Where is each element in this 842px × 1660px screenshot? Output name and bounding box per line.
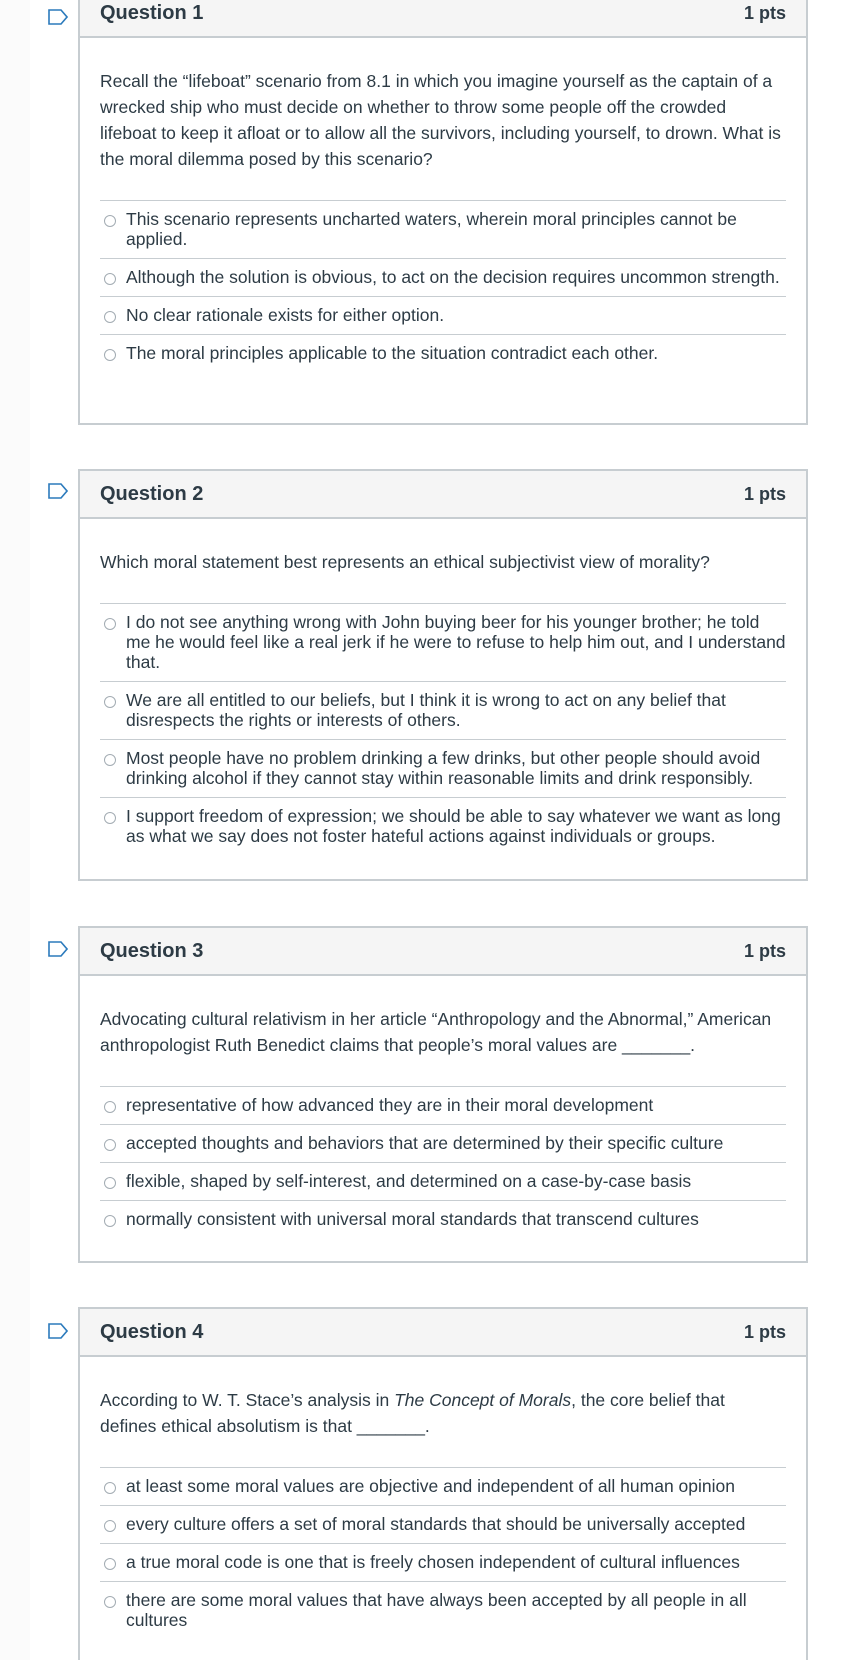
radio-button[interactable] xyxy=(104,754,116,766)
question-card xyxy=(78,0,808,425)
answer-list xyxy=(100,603,786,855)
question-body xyxy=(80,976,806,1258)
answer-label: a true moral code is one that is freely chosen independent of cultural influences xyxy=(126,1552,740,1572)
answer-option[interactable] xyxy=(100,740,786,798)
question-points: 1 pts xyxy=(743,940,786,961)
radio-button[interactable] xyxy=(104,1177,116,1189)
question-prompt: Recall the “lifeboat” scenario from 8.1 in which you imagine yourself as the captain of a wrecked ship who must decide on whether to throw some people off the crowded lifeboat to keep it afloat or to allow all the survivors, including yourself, to drown. What is the moral dilemma posed by this scenario? xyxy=(100,71,781,169)
prompt-text: According to W. T. Stace’s analysis in xyxy=(100,1390,395,1410)
answer-option[interactable] xyxy=(100,1506,786,1544)
question-title: Question 2 xyxy=(100,482,204,505)
question-title: Question 1 xyxy=(100,1,204,24)
answer-label: flexible, shaped by self-interest, and determined on a case-by-case basis xyxy=(126,1171,692,1191)
answer-label: representative of how advanced they are in their moral development xyxy=(126,1095,654,1115)
answer-option[interactable] xyxy=(100,682,786,740)
question-body xyxy=(80,519,806,875)
answer-option[interactable] xyxy=(100,604,786,682)
answer-option[interactable] xyxy=(100,201,786,259)
question-header xyxy=(80,1309,806,1357)
question-body xyxy=(80,38,806,392)
answer-label: Most people have no problem drinking a few drinks, but other people should avoid drinking alcohol if they cannot stay within reasonable limits and drink responsibly. xyxy=(126,748,761,788)
radio-button[interactable] xyxy=(104,1596,116,1608)
answer-option[interactable] xyxy=(100,259,786,297)
radio-button[interactable] xyxy=(104,1558,116,1570)
question-body xyxy=(80,1357,806,1659)
answer-label: We are all entitled to our beliefs, but I think it is wrong to act on any belief that disrespects the rights or interests of others. xyxy=(126,690,726,730)
question-prompt: Which moral statement best represents an ethical subjectivist view of morality? xyxy=(100,552,710,572)
question-prompt: Advocating cultural relativism in her article “Anthropology and the Abnormal,” American anthropologist Ruth Benedict claims that people’s moral values are _______. xyxy=(100,1009,772,1055)
answer-list xyxy=(100,1467,786,1639)
answer-label: I support freedom of expression; we should be able to say whatever we want as long as what we say does not foster hateful actions against individuals or groups. xyxy=(126,806,781,846)
answer-option[interactable] xyxy=(100,335,786,372)
answer-option[interactable] xyxy=(100,798,786,855)
question-points: 1 pts xyxy=(743,483,786,504)
flag-question-icon[interactable] xyxy=(48,483,68,499)
answer-label: Although the solution is obvious, to act on the decision requires uncommon strength. xyxy=(126,267,780,287)
left-rail xyxy=(0,0,30,1660)
answer-label: This scenario represents uncharted waters, wherein moral principles cannot be applied. xyxy=(126,209,737,249)
question-points: 1 pts xyxy=(743,2,786,23)
radio-button[interactable] xyxy=(104,1482,116,1494)
flag-question-icon[interactable] xyxy=(48,9,68,25)
question-card xyxy=(78,926,808,1263)
radio-button[interactable] xyxy=(104,273,116,285)
answer-option[interactable] xyxy=(100,1163,786,1201)
answer-list xyxy=(100,200,786,372)
answer-label: I do not see anything wrong with John buying beer for his younger brother; he told me he would feel like a real jerk if he were to refuse to help him out, and I understand that. xyxy=(126,612,786,672)
answer-label: at least some moral values are objective and independent of all human opinion xyxy=(126,1476,735,1496)
question-header xyxy=(80,471,806,519)
radio-button[interactable] xyxy=(104,618,116,630)
question-card xyxy=(78,1307,808,1660)
answer-list xyxy=(100,1086,786,1238)
radio-button[interactable] xyxy=(104,349,116,361)
flag-question-icon[interactable] xyxy=(48,1323,68,1339)
answer-option[interactable] xyxy=(100,1544,786,1582)
question-title: Question 4 xyxy=(100,1320,204,1343)
question-prompt xyxy=(100,1387,786,1439)
radio-button[interactable] xyxy=(104,215,116,227)
radio-button[interactable] xyxy=(104,1139,116,1151)
prompt-text: , the core belief that defines ethical absolutism is that _______. xyxy=(100,1390,725,1436)
answer-option[interactable] xyxy=(100,1125,786,1163)
answer-label: The moral principles applicable to the situation contradict each other. xyxy=(126,343,659,363)
flag-question-icon[interactable] xyxy=(48,941,68,957)
answer-label: No clear rationale exists for either option. xyxy=(126,305,445,325)
answer-label: accepted thoughts and behaviors that are determined by their specific culture xyxy=(126,1133,724,1153)
radio-button[interactable] xyxy=(104,1101,116,1113)
question-title: Question 3 xyxy=(100,939,204,962)
radio-button[interactable] xyxy=(104,812,116,824)
radio-button[interactable] xyxy=(104,1520,116,1532)
answer-option[interactable] xyxy=(100,1468,786,1506)
question-header xyxy=(80,0,806,38)
answer-option[interactable] xyxy=(100,1582,786,1639)
answer-option[interactable] xyxy=(100,1201,786,1238)
radio-button[interactable] xyxy=(104,311,116,323)
question-points: 1 pts xyxy=(743,1321,786,1342)
question-card xyxy=(78,469,808,881)
radio-button[interactable] xyxy=(104,1215,116,1227)
radio-button[interactable] xyxy=(104,696,116,708)
answer-label: there are some moral values that have always been accepted by all people in all cultures xyxy=(126,1590,747,1630)
question-header xyxy=(80,928,806,976)
book-title: The Concept of Morals xyxy=(394,1390,572,1410)
answer-option[interactable] xyxy=(100,297,786,335)
answer-option[interactable] xyxy=(100,1087,786,1125)
answer-label: every culture offers a set of moral standards that should be universally accepted xyxy=(126,1514,746,1534)
answer-label: normally consistent with universal moral standards that transcend cultures xyxy=(126,1209,699,1229)
